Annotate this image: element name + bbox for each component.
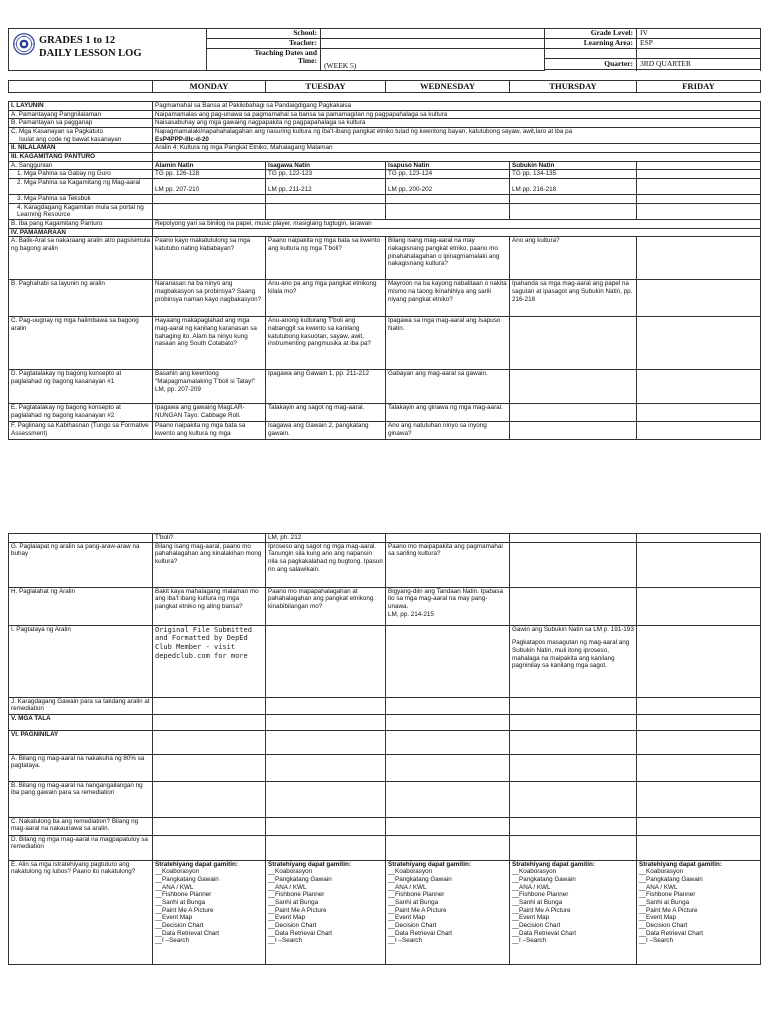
- strategy-item: __Pangkatang Gawain: [512, 876, 576, 884]
- quarter-label: Quarter:: [545, 59, 637, 70]
- strategy-item: __Paint Me A Picture: [155, 906, 214, 914]
- gabay-wednesday: TG pp. 123-124: [386, 170, 510, 179]
- strategy-item: __Fishbone Planner: [268, 891, 325, 899]
- karag-monday: [153, 203, 266, 219]
- pag-uugnay-wednesday: Ipagawa sa mga mag-aaral ang Isapuso Natin.: [386, 317, 510, 370]
- row-c-text-line1: Napagmamalaki/napahahalagahan ang nasuring kultura ng iba't-ibang pangkat etniko tulad ng kwentong bayan, katutubong sayaw, awit,laro at iba pa: [155, 128, 573, 136]
- row-c-text: [153, 128, 761, 144]
- pagtataya-wednesday: [386, 625, 510, 697]
- teksbuk-wednesday: [386, 195, 510, 204]
- watermark-note: Original File Submitted and Formatted by DepEd Club Member - visit depedclub.com for more: [153, 625, 266, 697]
- pb-tuesday: [266, 781, 386, 817]
- pag-uugnay-thursday: [510, 317, 637, 370]
- gabay-tuesday: TG pp. 122-123: [266, 170, 386, 179]
- table-row: [9, 128, 761, 144]
- nilalaman-text: Aralin 4: Kultura ng mga Pangkat Etniko, Mahalagang Malaman: [153, 144, 761, 153]
- competency-code: EsP4PPP-IIIc-d-20: [155, 135, 209, 143]
- tala-tuesday: [266, 714, 386, 730]
- strategy-list: [639, 868, 758, 945]
- section-kagamitan: III. KAGAMITANG PANTURO: [9, 153, 153, 162]
- row-label-iba-pang-kagamitan: B. Iba pang Kagamitang Panturo: [9, 220, 153, 229]
- table-row: [9, 422, 761, 440]
- mag-aaral-tuesday: LM pp. 211-212: [266, 179, 386, 195]
- strategy-list-friday: [637, 860, 761, 964]
- paglalapat-friday: [637, 542, 761, 587]
- gabay-monday: TG pp. 126-128: [153, 170, 266, 179]
- layunin-text: Pagmamahal sa Bansa at Pakikibahagi sa Pandaigdigang Pagkakaisa: [153, 102, 761, 111]
- table-row: [9, 110, 761, 119]
- section-pagninilay: VI. PAGNINILAY: [9, 730, 153, 754]
- pb-monday: [153, 781, 266, 817]
- document-title: [39, 34, 142, 60]
- pag-uugnay-monday: Hayaang makapaglahad ang mga mag-aaral ng kanilang karanasan sa bahaging ito. Alam ba ninyo kung nasaan ang South Cotabato?: [153, 317, 266, 370]
- pagtataya-tuesday: [266, 625, 386, 697]
- row-label-paghahabi: B. Paghahabi sa layunin ng aralin: [9, 280, 153, 317]
- header-logo-cell: [9, 29, 207, 71]
- grade-level-value: IV: [637, 29, 761, 39]
- mag-aaral-wednesday: LM pp. 200-202: [386, 179, 510, 195]
- strategy-item: __Pangkatang Gawain: [155, 876, 219, 884]
- document-title-line2: DAILY LESSON LOG: [39, 48, 142, 60]
- strategy-item: __Koaborasyon: [388, 868, 433, 876]
- pc-monday: [153, 817, 266, 835]
- strategy-list-title: Stratehiyang dapat gamitin:: [155, 860, 238, 868]
- row-label-karagdagang-gawain: J. Karagdagang Gawain para sa takdang aralin at remediation: [9, 697, 153, 714]
- row-label-a: A. Pamantayang Pangnilalaman: [9, 110, 153, 119]
- strategy-item: __Sanhi at Bunga: [388, 899, 439, 907]
- pagtatalakay-1-monday-line2: LM, pp. 207-209: [155, 385, 201, 393]
- strategy-item: __Decision Chart: [268, 922, 317, 930]
- table-row: [9, 587, 761, 625]
- row-label-paglinang: F. Paglinang sa Kabihasnan (Tungo sa Formative Assessment): [9, 422, 153, 440]
- strategy-item: __Data Retrieval Chart: [388, 929, 453, 937]
- row-label-balik-aral: A. Balik-Aral sa nakaraang aralin at/o pagsisimula ng bagong aralin: [9, 237, 153, 280]
- paglalapat-wednesday: Paano mo maipapakita ang pagmamahal sa sariling kultura?: [386, 542, 510, 587]
- row-label-pagninilay-b: B. Bilang ng mag-aaral na nangangailangan ng iba pang gawain para sa remediation: [9, 781, 153, 817]
- pd-thursday: [510, 835, 637, 860]
- pa-thursday: [510, 754, 637, 781]
- cont-thursday: [510, 534, 637, 543]
- pagninilay-friday: [637, 730, 761, 754]
- pa-friday: [637, 754, 761, 781]
- row-label-mag-aaral: 2. Mga Pahina sa Kagamitang ng Mag-aaral: [9, 179, 153, 195]
- karag-friday: [637, 203, 761, 219]
- teksbuk-tuesday: [266, 195, 386, 204]
- row-label-pagninilay-c: C. Nakatulong ba ang remediation? Bilang ng mag-aaral na nakaunawa sa aralin.: [9, 817, 153, 835]
- strategy-item: __Data Retrieval Chart: [639, 929, 704, 937]
- table-row: [9, 835, 761, 860]
- pagtataya-thursday: [510, 625, 637, 697]
- paghahabi-thursday: Ipahanda sa mga mag-aaral ang papel na sagutan at ipasagot ang Subukin Natin, pp. 216-218: [510, 280, 637, 317]
- days-header: [8, 80, 761, 93]
- table-row: [9, 730, 761, 754]
- strategy-list-title: Stratehiyang dapat gamitin:: [388, 860, 471, 868]
- learning-area-label: Learning Area:: [545, 39, 637, 49]
- strategy-item: __Event Map: [639, 914, 677, 922]
- cont-label: [9, 534, 153, 543]
- balik-aral-wednesday: Bilang isang mag-aaral na may nakagisnang pangkat etniko, paano mo pinahahalagahan o ipinagmamalaki ang nakagisnang kultura?: [386, 237, 510, 280]
- row-label-b: B. Pamantayan sa pagganap: [9, 119, 153, 128]
- row-label-karagdagang-kagamitan: 4. Karagdagang Kagamitan mula sa portal ng Learning Resource: [9, 203, 153, 219]
- pagninilay-wednesday: [386, 730, 510, 754]
- strategy-item: __Pangkatang Gawain: [388, 876, 452, 884]
- section-layunin: I. LAYUNIN: [9, 102, 153, 111]
- strategy-item: __Fishbone Planner: [155, 891, 212, 899]
- strategy-item: __Paint Me A Picture: [388, 906, 447, 914]
- karag-gawain-friday: [637, 697, 761, 714]
- table-row: [9, 195, 761, 204]
- strategy-item: __Sanhi at Bunga: [268, 899, 319, 907]
- row-label-pag-uugnay: C. Pag-uugnay ng mga halimbawa sa bagong aralin: [9, 317, 153, 370]
- pagtatalakay-1-wednesday: Gabayan ang mag-aaral sa gawain.: [386, 370, 510, 404]
- strategy-list-title: Stratehiyang dapat gamitin:: [268, 860, 351, 868]
- karag-wednesday: [386, 203, 510, 219]
- table-row: [9, 714, 761, 730]
- paglalahat-friday: [637, 587, 761, 625]
- pa-tuesday: [266, 754, 386, 781]
- table-row: [9, 860, 761, 964]
- paglalahat-wednesday-line1: Bigyang-diin ang Tandaan Natin. Ipabasa ito sa mga mag-aaral na may pang-unawa.: [388, 587, 504, 611]
- strategy-item: __Data Retrieval Chart: [512, 929, 577, 937]
- pd-tuesday: [266, 835, 386, 860]
- day-thursday: THURSDAY: [510, 81, 637, 93]
- strategy-item: __Data Retrieval Chart: [268, 929, 333, 937]
- strategy-item: __Fishbone Planner: [388, 891, 445, 899]
- paglalahat-wednesday: [386, 587, 510, 625]
- strategy-list-wednesday: [386, 860, 510, 964]
- strategy-item: __Koaborasyon: [268, 868, 313, 876]
- teksbuk-monday: [153, 195, 266, 204]
- grade-level-label: Grade Level:: [545, 29, 637, 39]
- strategy-item: __Sanhi at Bunga: [512, 899, 563, 907]
- table-row: [9, 280, 761, 317]
- strategy-item: __Koaborasyon: [639, 868, 684, 876]
- teacher-label: Teacher:: [207, 39, 321, 49]
- pd-monday: [153, 835, 266, 860]
- strategy-item: __Paint Me A Picture: [639, 906, 698, 914]
- gabay-thursday: TG pp. 134-135: [510, 170, 637, 179]
- strategy-item: __Event Map: [388, 914, 426, 922]
- tala-wednesday: [386, 714, 510, 730]
- balik-aral-friday: [637, 237, 761, 280]
- sanggunian-tuesday: Isagawa Natin: [266, 161, 386, 170]
- row-label-c-line1: C. Mga Kasanayan sa Pagkatuto: [11, 128, 104, 136]
- strategy-item: __Sanhi at Bunga: [639, 899, 690, 907]
- pagtatalakay-2-wednesday: Talakayin ang ginawa ng mga mag-aaral.: [386, 404, 510, 422]
- section-pamamaraan: IV. PAMAMARAAN: [9, 228, 153, 237]
- quarter-row: [544, 58, 761, 70]
- mag-aaral-thursday: LM pp. 216-218: [510, 179, 637, 195]
- strategy-item: __Pangkatang Gawain: [639, 876, 703, 884]
- row-a-text: Naipamamalas ang pag-unawa sa pagmamahal sa bansa sa pamamagitan ng pagpapahalaga sa kultura: [153, 110, 761, 119]
- strategy-list-monday: [153, 860, 266, 964]
- strategy-item: __Data Retrieval Chart: [155, 929, 220, 937]
- day-monday: MONDAY: [153, 81, 266, 93]
- pagninilay-monday: [153, 730, 266, 754]
- row-label-teksbuk: 3. Mga Pahina sa Teksbuk: [9, 195, 153, 204]
- pagtatalakay-2-thursday: [510, 404, 637, 422]
- pa-wednesday: [386, 754, 510, 781]
- table-row: [9, 170, 761, 179]
- mag-aaral-friday: [637, 179, 761, 195]
- row-b-text: Naisasabuhay ang mga gawaing nagpapakita ng pagpapahalaga sa kultura: [153, 119, 761, 128]
- table-row: [9, 370, 761, 404]
- school-label: School:: [207, 29, 321, 39]
- pagninilay-tuesday: [266, 730, 386, 754]
- strategy-item: __I –Search: [388, 937, 422, 945]
- paglalapat-monday: Bilang isang mag-aaral, paano mo pahahalagahan ang kinalakihan mong kultura?: [153, 542, 266, 587]
- karag-gawain-monday: [153, 697, 266, 714]
- strategy-list-thursday: [510, 860, 637, 964]
- school-value: [321, 29, 545, 39]
- pa-monday: [153, 754, 266, 781]
- table-row: [9, 119, 761, 128]
- paglinang-monday: Paano naipakita ng mga bata sa kwento ang kultura ng mga: [153, 422, 266, 440]
- pc-friday: [637, 817, 761, 835]
- strategy-item: __Pangkatang Gawain: [268, 876, 332, 884]
- table-row: [9, 102, 761, 111]
- quarter-value: 3RD QUARTER: [637, 59, 761, 70]
- section-nilalaman: II. NILALAMAN: [9, 144, 153, 153]
- gabay-friday: [637, 170, 761, 179]
- strategy-list-title: Stratehiyang dapat gamitin:: [639, 860, 722, 868]
- pagninilay-thursday: [510, 730, 637, 754]
- iba-pang-kagamitan-text: Repolyong yari sa binilog na papel, music player, masiglang tugtugin, larawan: [153, 220, 761, 229]
- balik-aral-tuesday: Paano naipakita ng mga bata sa kwento ang kultura ng mga T'boli?: [266, 237, 386, 280]
- strategy-item: __I –Search: [639, 937, 673, 945]
- paghahabi-monday: Naranasan na ba ninyo ang magbakasyon sa probinsya? Saang probinsya naman kayo nagbakasyon?: [153, 280, 266, 317]
- lesson-log-table-page1: [8, 101, 761, 440]
- paghahabi-tuesday: Anu-ano pa ang mga pangkat etnikong kilala mo?: [266, 280, 386, 317]
- day-wednesday: WEDNESDAY: [386, 81, 510, 93]
- sanggunian-thursday: Subukin Natin: [510, 161, 637, 170]
- pagtatalakay-1-tuesday: Ipagawa ang Gawain 1, pp. 211-212: [266, 370, 386, 404]
- paglalahat-tuesday: Paano mo mapapahalagahan at pahahalagahan ang pangkat etnikong kinabibilangan mo?: [266, 587, 386, 625]
- table-row: [9, 317, 761, 370]
- pb-thursday: [510, 781, 637, 817]
- row-label-paglalapat: G. Paglalapat ng aralin sa pang-araw-araw na buhay: [9, 542, 153, 587]
- pagtatalakay-1-friday: [637, 370, 761, 404]
- table-row: [9, 404, 761, 422]
- section-mga-tala: V. MGA TALA: [9, 714, 153, 730]
- strategy-item: __ANA / KWL: [268, 883, 307, 891]
- cont-monday: T'boli?: [153, 534, 266, 543]
- paglinang-thursday: [510, 422, 637, 440]
- cont-wednesday: [386, 534, 510, 543]
- strategy-item: __I –Search: [268, 937, 302, 945]
- pb-wednesday: [386, 781, 510, 817]
- pagtatalakay-1-thursday: [510, 370, 637, 404]
- pd-wednesday: [386, 835, 510, 860]
- paghahabi-friday: [637, 280, 761, 317]
- pagtataya-thursday-line2: Pagkatapos masagutan ng mag-aaral ang Subukin Natin, muli itong iproseso, mahalaga na maipakita ang kanilang pagninilay sa kanilang mga sagot.: [512, 639, 630, 670]
- table-row: [9, 153, 761, 162]
- strategy-item: __Paint Me A Picture: [512, 906, 571, 914]
- pag-uugnay-friday: [637, 317, 761, 370]
- paghahabi-wednesday: Mayroon na ba kayong nabalitaan o nakita mismo na taong ikinahihiya ang sarili niyang pangkat etniko?: [386, 280, 510, 317]
- strategy-item: __ANA / KWL: [512, 883, 551, 891]
- strategy-item: __Event Map: [155, 914, 193, 922]
- cont-friday: [637, 534, 761, 543]
- strategy-item: __Decision Chart: [512, 922, 561, 930]
- tala-thursday: [510, 714, 637, 730]
- table-row: [9, 161, 761, 170]
- paglalapat-thursday: [510, 542, 637, 587]
- karag-thursday: [510, 203, 637, 219]
- strategy-item: __Sanhi at Bunga: [155, 899, 206, 907]
- row-label-pagninilay-a: A. Bilang ng mag-aaral na nakakuha ng 80% sa pagtataya.: [9, 754, 153, 781]
- paglinang-friday: [637, 422, 761, 440]
- strategy-item: __Paint Me A Picture: [268, 906, 327, 914]
- table-row: [9, 179, 761, 195]
- tala-friday: [637, 714, 761, 730]
- strategy-item: __I –Search: [155, 937, 189, 945]
- row-label-pagtatalakay-2: E. Pagtatalakay ng bagong konsepto at paglalahad ng bagong kasanayan #2: [9, 404, 153, 422]
- strategy-list: [388, 868, 507, 945]
- row-label-gabay: 1. Mga Pahina sa Gabay ng Guro: [9, 170, 153, 179]
- strategy-item: __Koaborasyon: [512, 868, 557, 876]
- karag-gawain-tuesday: [266, 697, 386, 714]
- table-row: [9, 542, 761, 587]
- table-row: [9, 534, 761, 543]
- paglalapat-tuesday: Iproseso ang sagot ng mga mag-aaral. Tanungin sila kung ano ang napansin nila sa pagkakalahad ng bugtong. Ipasuri rin ang salawikain.: [266, 542, 386, 587]
- table-row: [9, 754, 761, 781]
- teksbuk-friday: [637, 195, 761, 204]
- strategy-item: __Decision Chart: [639, 922, 688, 930]
- pagtataya-friday: [637, 625, 761, 697]
- paglinang-wednesday: Ano ang natutuhan ninyo sa inyong ginawa?: [386, 422, 510, 440]
- sanggunian-friday: [637, 161, 761, 170]
- teksbuk-thursday: [510, 195, 637, 204]
- table-row: [9, 237, 761, 280]
- pagtatalakay-1-monday: [153, 370, 266, 404]
- learning-area-value: ESP: [637, 39, 761, 49]
- pag-uugnay-tuesday: Anu-anong kulturang T'boli ang nabanggit sa kwento sa kanilang katutubong kasuotan, sayaw, awit, instrumenting pangmusika at iba pa?: [266, 317, 386, 370]
- pamamaraan-blank: [153, 228, 761, 237]
- teacher-value: [321, 39, 545, 49]
- pagtataya-thursday-line1: Gawin ang Subukin Natin sa LM p. 191-193: [512, 625, 634, 633]
- row-label-c-line2: Isulat ang code ng bawat kasanayan: [19, 135, 122, 143]
- paglalahat-wednesday-line2: LM, pp. 214-215: [388, 610, 434, 618]
- pc-wednesday: [386, 817, 510, 835]
- paglalahat-thursday: [510, 587, 637, 625]
- karag-gawain-thursday: [510, 697, 637, 714]
- table-row: [9, 781, 761, 817]
- row-label-pagtataya: I. Pagtataya ng Aralin: [9, 625, 153, 697]
- pc-thursday: [510, 817, 637, 835]
- tala-monday: [153, 714, 266, 730]
- strategy-item: __Decision Chart: [388, 922, 437, 930]
- teaching-dates-label-line1: Teaching Dates and: [254, 48, 317, 57]
- mag-aaral-monday: LM pp. 207-210: [153, 179, 266, 195]
- days-blank-cell: [9, 81, 153, 93]
- day-tuesday: TUESDAY: [266, 81, 386, 93]
- strategy-item: __Decision Chart: [155, 922, 204, 930]
- teaching-dates-label: [207, 49, 321, 71]
- strategy-item: __Fishbone Planner: [512, 891, 569, 899]
- balik-aral-thursday: Ano ang kultura?: [510, 237, 637, 280]
- karag-tuesday: [266, 203, 386, 219]
- strategy-item: __ANA / KWL: [155, 883, 194, 891]
- teaching-dates-label-line2: Time:: [297, 56, 317, 66]
- strategy-list: [155, 868, 263, 945]
- table-row: [9, 144, 761, 153]
- table-row: [9, 228, 761, 237]
- strategy-item: __ANA / KWL: [639, 883, 678, 891]
- lesson-log-table-page2: [8, 533, 761, 965]
- table-row: [9, 817, 761, 835]
- strategy-item: __I –Search: [512, 937, 546, 945]
- strategy-item: __Event Map: [512, 914, 550, 922]
- strategy-item: __ANA / KWL: [388, 883, 427, 891]
- row-label-pagninilay-d: D. Bilang ng mga mag-aaral na magpapatuloy sa remediation: [9, 835, 153, 860]
- strategy-item: __Koaborasyon: [155, 868, 200, 876]
- row-label-paglalahat: H. Paglalahat ng Aralin: [9, 587, 153, 625]
- sanggunian-wednesday: Isapuso Natin: [386, 161, 510, 170]
- karag-gawain-wednesday: [386, 697, 510, 714]
- table-row: [9, 697, 761, 714]
- paglalahat-monday: Bakit kaya mahalagang malaman mo ang iba't ibang kultura ng mga pangkat etniko ng ating bansa?: [153, 587, 266, 625]
- pd-friday: [637, 835, 761, 860]
- pagtatalakay-1-monday-line1: Basahin ang kwentong "Maipagmamalaking T'boli si Tatay!": [155, 370, 256, 386]
- row-label-sanggunian: A. Sanggunian: [9, 161, 153, 170]
- deped-seal-icon: [13, 33, 35, 55]
- strategy-list: [268, 868, 383, 945]
- table-row: [9, 203, 761, 219]
- balik-aral-monday: Paano kayo makatutulong sa mga katutubo nating kababayan?: [153, 237, 266, 280]
- strategy-list-tuesday: [266, 860, 386, 964]
- day-friday: FRIDAY: [637, 81, 761, 93]
- pc-tuesday: [266, 817, 386, 835]
- row-label-c: [9, 128, 153, 144]
- pb-friday: [637, 781, 761, 817]
- strategy-list: [512, 868, 634, 945]
- document-title-line1: GRADES 1 to 12: [39, 35, 116, 46]
- teaching-dates-value: (WEEK 5): [321, 49, 545, 71]
- pagtatalakay-2-friday: [637, 404, 761, 422]
- pagtatalakay-2-monday: Ipagawa ang gawaing MagLAR-NUNGAN Tayo: Cabbage Roll.: [153, 404, 266, 422]
- row-label-pagninilay-e: E. Alin sa mga istratehiyang pagtuturo ang nakatulong ng lubos? Paano ito nakatulong?: [9, 860, 153, 964]
- table-row: [9, 625, 761, 697]
- kagamitan-blank: [153, 153, 761, 162]
- pagtatalakay-2-tuesday: Talakayin ang sagot ng mag-aaral.: [266, 404, 386, 422]
- paglinang-tuesday: Isagawa ang Gawain 2, pangkatang gawain.: [266, 422, 386, 440]
- strategy-list-title: Stratehiyang dapat gamitin:: [512, 860, 595, 868]
- table-row: [9, 220, 761, 229]
- strategy-item: __Fishbone Planner: [639, 891, 696, 899]
- sanggunian-monday: Alamin Natin: [153, 161, 266, 170]
- row-label-pagtatalakay-1: D. Pagtatalakay ng bagong konsepto at paglalahad ng bagong kasanayan #1: [9, 370, 153, 404]
- cont-tuesday: LM, ph. 212: [266, 534, 386, 543]
- strategy-item: __Event Map: [268, 914, 306, 922]
